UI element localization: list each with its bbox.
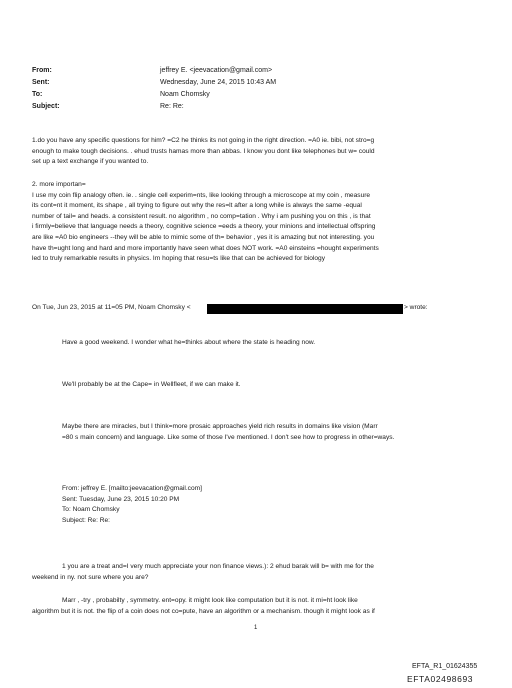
inner-body-line-2a: Marr , -try , probabilty , symmetry. ent=opy. it might look like computation but it is not. it mi=ht look like	[62, 597, 358, 604]
page-number: 1	[254, 625, 258, 631]
subject-value: Re: Re:	[160, 103, 184, 110]
inner-body-line-2b: algorithm but it is not. the flip of a coin does not co=pute, have an algorithm or a mechanism. though it might look as if	[32, 608, 375, 615]
quoted-line-2: We'll probably be at the Cape= in Wellfleet, if we can make it.	[62, 381, 241, 388]
body-line: its cont=nt it moment, its shape , all trying to figure out why the res=lt after a long while is always the same -equal	[32, 202, 362, 210]
quote-intro-prefix: On Tue, Jun 23, 2015 at 11=05 PM, Noam Chomsky <	[32, 304, 191, 311]
body-line: i firmly=believe that language needs a theory, cognitive science =eeds a theory, your minions and intellectual offspring	[32, 223, 376, 231]
body-line: are like =A0 bio engineers --they will be able to mimic some of th= behavior , yes it is amazing but not interesting. you	[32, 233, 375, 241]
sent-label: Sent:	[32, 79, 50, 86]
footer-id-2: EFTA02498693	[407, 674, 474, 684]
quoted-line-3a: Maybe there are miracles, but I think=more prosaic approaches yield rich results in domains like vision (Marr	[62, 423, 378, 430]
sent-value: Wednesday, June 24, 2015 10:43 AM	[160, 79, 277, 86]
inner-body-line-1b: weekend in ny. not sure where you are?	[32, 574, 149, 581]
inner-from: From: jeffrey E. [mailto:jeevacation@gmail.com]	[62, 485, 202, 492]
inner-header	[62, 484, 202, 526]
body-line: set up a text exchange if you wanted to.	[32, 158, 149, 166]
body-line: 2. more importan=	[32, 181, 86, 188]
quote-intro-suffix: > wrote:	[404, 304, 428, 311]
from-label: From:	[32, 67, 52, 74]
to-value: Noam Chomsky	[160, 91, 210, 98]
inner-to: To: Noam Chomsky	[62, 506, 120, 514]
body-line: 1.do you have any specific questions for him? =C2 he thinks its not going in the right direction. =A0 ie. bibi, not stro=g	[32, 137, 375, 144]
inner-subject: Subject: Re: Re:	[62, 516, 111, 524]
body-paragraph-1	[32, 136, 375, 168]
from-value: jeffrey E. <jeevacation@gmail.com>	[160, 67, 273, 74]
body-line: led to truly remarkable results in physics. Im hoping that resu=ts like that can be achieved for biology	[32, 255, 326, 263]
body-line: I use my coin flip analogy often. ie. . single cell experim=nts, like looking through a microscope at my coin , measure	[32, 191, 371, 199]
body-line: have th=ught long and hard and more importantly have seen what does NOT work. =A0 einsteins =hought experiments	[32, 244, 379, 252]
quoted-line-1: Have a good weekend. I wonder what he=thinks about where the state is heading now.	[62, 339, 316, 346]
quoted-line-3b: =80 s main concern) and language. Like some of those I've mentioned. I don't see how to progress in other=ways.	[62, 434, 395, 441]
subject-label: Subject:	[32, 103, 60, 110]
inner-body-line-1a: 1 you are a treat and=I very much appreciate your non finance views.): 2 ehud barak will b= with me for the	[62, 563, 374, 570]
body-line: number of tail= and heads. a consistent result. no algorithm , no comp=tation . Why i am pushing you on this , is that	[32, 212, 371, 220]
inner-sent: Sent: Tuesday, June 23, 2015 10:20 PM	[62, 495, 180, 503]
body-paragraph-2	[32, 180, 379, 265]
redaction-bar	[207, 304, 403, 314]
to-label: To:	[32, 91, 43, 98]
footer-id-1: EFTA_R1_01624355	[412, 663, 478, 670]
body-line: enough to make tough decisions. . ehud trusts hamas more than abbas. I know you dont like telephones but w= could	[32, 147, 375, 155]
